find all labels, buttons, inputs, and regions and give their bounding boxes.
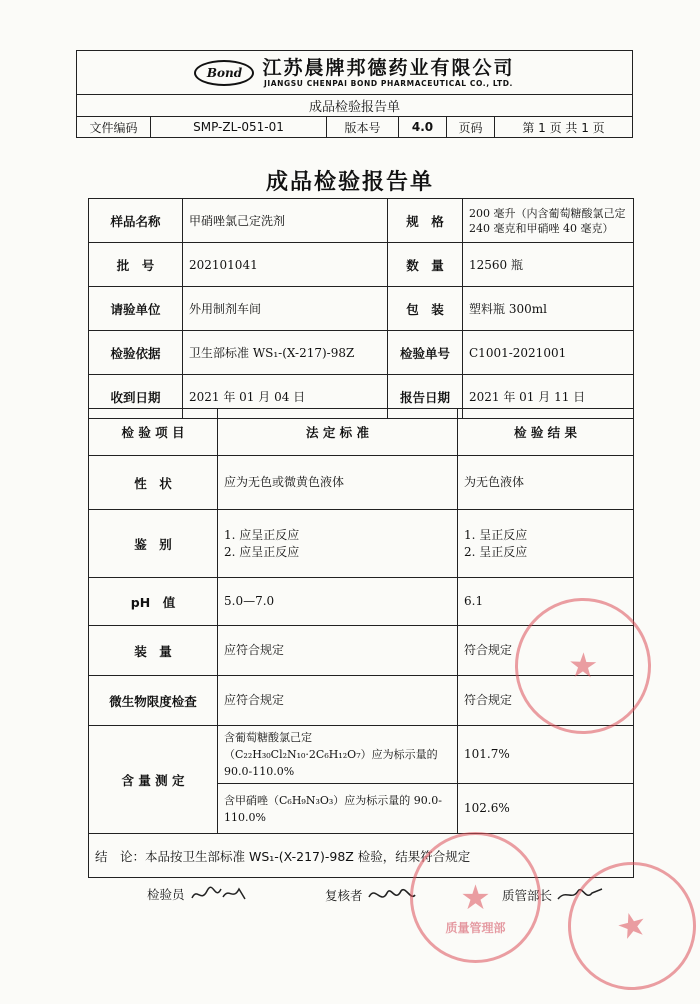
col-header-standard: 法 定 标 准 (218, 409, 458, 456)
assay-standard-chlorhexidine: 含葡萄糖酸氯己定（C₂₂H₃₀Cl₂N₁₀·2C₆H₁₂O₇）应为标示量的 90.0-110.0% (218, 726, 458, 784)
received-date-value: 2021 年 01 月 04 日 (183, 375, 388, 419)
version-label: 版本号 (327, 117, 399, 137)
assay-item: 含 量 测 定 (89, 726, 218, 834)
spec-label: 规 格 (388, 199, 463, 243)
department-label: 请验单位 (89, 287, 183, 331)
reviewer-signature (325, 883, 417, 907)
company-name-cn: 江苏晨牌邦德药业有限公司 (262, 56, 515, 79)
doc-meta-row (77, 117, 632, 137)
test-result: 6.1 (458, 578, 634, 626)
received-date-label: 收到日期 (89, 375, 183, 419)
test-standard: 5.0—7.0 (218, 578, 458, 626)
test-item: 装 量 (89, 626, 218, 676)
sample-name: 甲硝唑氯己定洗剂 (183, 199, 388, 243)
sample-name-label: 样品名称 (89, 199, 183, 243)
page-title: 成品检验报告单 (265, 170, 434, 195)
table-row (89, 726, 634, 784)
spec-value: 200 毫升（内含葡萄糖酸氯己定 240 毫克和甲硝唑 40 毫克） (463, 199, 634, 243)
test-result: 符合规定 (458, 626, 634, 676)
doc-code-label: 文件编码 (77, 117, 151, 137)
basis-value: 卫生部标准 WS₁-(X-217)-98Z (183, 331, 388, 375)
department-value: 外用制剂车间 (183, 287, 388, 331)
test-item: pH 值 (89, 578, 218, 626)
test-item: 微生物限度检查 (89, 676, 218, 726)
col-header-item: 检 验 项 目 (89, 409, 218, 456)
stamp-star-icon: ★ (558, 644, 608, 688)
results-header-row (89, 409, 634, 456)
company-logo: Bond (194, 60, 254, 86)
report-date-label: 报告日期 (388, 375, 463, 419)
test-item: 鉴 别 (89, 510, 218, 578)
doc-code: SMP-ZL-051-01 (151, 117, 327, 137)
info-row (89, 331, 634, 375)
quantity-label: 数 量 (388, 243, 463, 287)
report-date-value: 2021 年 01 月 11 日 (463, 375, 634, 419)
inspector-handwritten-signature (189, 883, 249, 905)
report-no-label: 检验单号 (388, 331, 463, 375)
test-standard: 应为无色或微黄色液体 (218, 456, 458, 510)
sample-info-table (88, 198, 634, 419)
test-result: 符合规定 (458, 676, 634, 726)
package-label: 包 装 (388, 287, 463, 331)
test-result: 1. 呈正反应 2. 呈正反应 (458, 510, 634, 578)
test-standard: 应符合规定 (218, 626, 458, 676)
conclusion: 结 论：本品按卫生部标准 WS₁-(X-217)-98Z 检验，结果符合规定 (89, 834, 634, 878)
info-row (89, 199, 634, 243)
company-name-block (262, 57, 514, 89)
company-banner (77, 51, 632, 95)
table-row (89, 456, 634, 510)
info-row (89, 243, 634, 287)
assay-result-chlorhexidine: 101.7% (458, 726, 634, 784)
batch-value: 202101041 (183, 243, 388, 287)
qa-label: 质管部长 (502, 888, 553, 903)
stamp-text: 质量管理部 (445, 921, 506, 935)
page-value: 第 1 页 共 1 页 (522, 120, 605, 135)
table-row (89, 510, 634, 578)
test-standard: 应符合规定 (218, 676, 458, 726)
document-header (76, 50, 633, 138)
company-name-en: JIANGSU CHENPAI BOND PHARMACEUTICAL CO., LTD. (263, 78, 513, 88)
quantity-value: 12560 瓶 (463, 243, 634, 287)
stamp-star-icon: ★ (460, 877, 491, 918)
stamp-star-icon: ★ (612, 902, 652, 950)
batch-label: 批 号 (89, 243, 183, 287)
version: 4.0 (399, 117, 447, 137)
test-result: 为无色液体 (458, 456, 634, 510)
reviewer-handwritten-signature (367, 883, 417, 907)
inspector-signature (147, 883, 249, 905)
reviewer-label: 复核者 (325, 888, 363, 903)
assay-result-metronidazole: 102.6% (458, 784, 634, 834)
conclusion-row (89, 834, 634, 878)
info-row (89, 287, 634, 331)
package-value: 塑料瓶 300ml (463, 287, 634, 331)
report-no-value: C1001-2021001 (463, 331, 634, 375)
assay-standard-metronidazole: 含甲硝唑（C₆H₉N₃O₃）应为标示量的 90.0-110.0% (218, 784, 458, 834)
test-item: 性 状 (89, 456, 218, 510)
qa-department-stamp (410, 832, 541, 963)
test-standard: 1. 应呈正反应 2. 应呈正反应 (218, 510, 458, 578)
form-name: 成品检验报告单 (77, 95, 632, 117)
page-label: 页码 (447, 117, 495, 137)
inspector-label: 检验员 (147, 887, 185, 902)
col-header-result: 检 验 结 果 (458, 409, 634, 456)
basis-label: 检验依据 (89, 331, 183, 375)
